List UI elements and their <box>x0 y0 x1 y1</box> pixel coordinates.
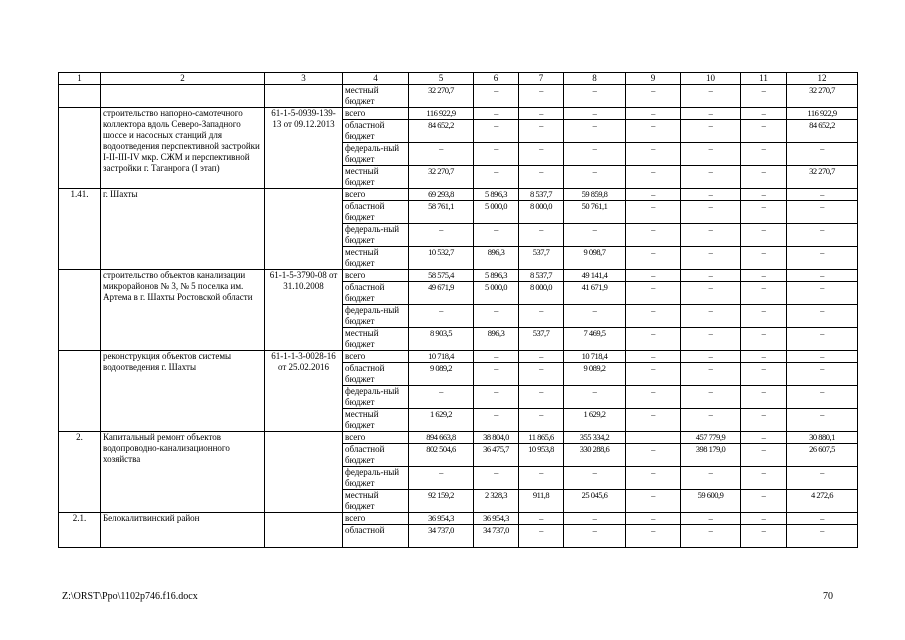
amount-cell: – <box>787 467 858 490</box>
amount-cell: – <box>787 189 858 201</box>
amount-cell: 34 737,0 <box>474 525 519 548</box>
amount-cell: – <box>626 120 681 143</box>
item-name-cell: г. Шахты <box>101 189 265 270</box>
amount-cell: – <box>626 490 681 513</box>
amount-cell: – <box>626 85 681 108</box>
amount-cell: 5 896,3 <box>474 189 519 201</box>
amount-cell: – <box>681 282 741 305</box>
row-number-cell <box>59 108 101 189</box>
amount-cell: – <box>519 224 564 247</box>
amount-cell: – <box>787 351 858 363</box>
header-cell: 6 <box>474 73 519 85</box>
amount-cell: – <box>741 386 787 409</box>
amount-cell: – <box>626 409 681 432</box>
funding-source-cell: федераль-ный бюджет <box>343 224 409 247</box>
funding-source-cell: местный бюджет <box>343 85 409 108</box>
header-cell: 4 <box>343 73 409 85</box>
item-name-cell: реконструкция объектов системы водоотведения г. Шахты <box>101 351 265 432</box>
amount-cell: 116 922,9 <box>409 108 474 120</box>
header-cell: 12 <box>787 73 858 85</box>
row-number-cell: 2.1. <box>59 513 101 548</box>
amount-cell: – <box>741 432 787 444</box>
amount-cell: – <box>787 409 858 432</box>
table-row <box>59 85 858 108</box>
amount-cell: – <box>626 467 681 490</box>
funding-source-cell: всего <box>343 189 409 201</box>
amount-cell: – <box>741 120 787 143</box>
funding-source-cell: всего <box>343 351 409 363</box>
amount-cell: – <box>681 386 741 409</box>
amount-cell: – <box>519 351 564 363</box>
amount-cell: – <box>474 351 519 363</box>
amount-cell: – <box>787 305 858 328</box>
amount-cell: 5 000,0 <box>474 201 519 224</box>
amount-cell: – <box>409 386 474 409</box>
amount-cell: 8 000,0 <box>519 201 564 224</box>
funding-source-cell: местный бюджет <box>343 490 409 513</box>
amount-cell: – <box>474 108 519 120</box>
amount-cell: – <box>474 467 519 490</box>
amount-cell: – <box>519 409 564 432</box>
funding-source-cell: местный бюджет <box>343 247 409 270</box>
amount-cell: – <box>519 305 564 328</box>
amount-cell: – <box>626 189 681 201</box>
table-row <box>59 432 858 444</box>
amount-cell: 26 607,5 <box>787 444 858 467</box>
amount-cell: – <box>741 143 787 166</box>
amount-cell: – <box>564 166 626 189</box>
amount-cell: 50 761,1 <box>564 201 626 224</box>
header-cell: 7 <box>519 73 564 85</box>
document-ref-cell <box>265 513 343 548</box>
amount-cell: – <box>626 224 681 247</box>
funding-source-cell: всего <box>343 270 409 282</box>
amount-cell: 9 098,7 <box>564 247 626 270</box>
amount-cell: – <box>626 328 681 351</box>
amount-cell: – <box>681 85 741 108</box>
amount-cell: 802 504,6 <box>409 444 474 467</box>
funding-source-cell: местный бюджет <box>343 166 409 189</box>
amount-cell: – <box>741 282 787 305</box>
document-ref-cell: 61-1-1-3-0028-16 от 25.02.2016 <box>265 351 343 432</box>
amount-cell: – <box>681 120 741 143</box>
amount-cell: 30 880,1 <box>787 432 858 444</box>
item-name-cell: строительство объектов канализации микрорайонов № 3, № 5 поселка им. Артема в г. Шахты Ростовской области <box>101 270 265 351</box>
amount-cell: – <box>681 467 741 490</box>
amount-cell: – <box>519 143 564 166</box>
amount-cell: – <box>626 525 681 548</box>
amount-cell: – <box>564 85 626 108</box>
amount-cell: – <box>787 224 858 247</box>
amount-cell: 9 089,2 <box>409 363 474 386</box>
amount-cell: – <box>519 386 564 409</box>
funding-source-cell: областной бюджет <box>343 120 409 143</box>
amount-cell: 36 475,7 <box>474 444 519 467</box>
amount-cell: 5 896,3 <box>474 270 519 282</box>
amount-cell: 25 045,6 <box>564 490 626 513</box>
amount-cell: 11 865,6 <box>519 432 564 444</box>
amount-cell: – <box>741 363 787 386</box>
amount-cell: – <box>741 201 787 224</box>
funding-source-cell: областной бюджет <box>343 201 409 224</box>
amount-cell: – <box>474 166 519 189</box>
amount-cell: – <box>474 386 519 409</box>
amount-cell: 49 671,9 <box>409 282 474 305</box>
amount-cell: – <box>681 328 741 351</box>
amount-cell: – <box>564 513 626 525</box>
amount-cell: – <box>681 409 741 432</box>
amount-cell: 398 179,0 <box>681 444 741 467</box>
amount-cell: 36 954,3 <box>409 513 474 525</box>
amount-cell: – <box>741 467 787 490</box>
amount-cell: – <box>626 247 681 270</box>
amount-cell: – <box>741 351 787 363</box>
row-number-cell <box>59 351 101 432</box>
amount-cell: 1 629,2 <box>564 409 626 432</box>
amount-cell: – <box>741 513 787 525</box>
amount-cell: – <box>741 166 787 189</box>
amount-cell: 894 663,8 <box>409 432 474 444</box>
amount-cell: – <box>626 513 681 525</box>
funding-source-cell: областной <box>343 525 409 548</box>
amount-cell: – <box>741 247 787 270</box>
amount-cell: 10 718,4 <box>564 351 626 363</box>
amount-cell: 58 575,4 <box>409 270 474 282</box>
amount-cell: 69 293,8 <box>409 189 474 201</box>
amount-cell: – <box>741 490 787 513</box>
amount-cell: 8 537,7 <box>519 189 564 201</box>
funding-source-cell: всего <box>343 513 409 525</box>
amount-cell: – <box>626 143 681 166</box>
amount-cell: – <box>681 305 741 328</box>
amount-cell: 34 737,0 <box>409 525 474 548</box>
funding-source-cell: областной бюджет <box>343 444 409 467</box>
amount-cell: – <box>681 525 741 548</box>
amount-cell: 8 903,5 <box>409 328 474 351</box>
amount-cell: 84 652,2 <box>409 120 474 143</box>
amount-cell: – <box>741 270 787 282</box>
amount-cell: 10 718,4 <box>409 351 474 363</box>
amount-cell: 5 000,0 <box>474 282 519 305</box>
amount-cell: 7 469,5 <box>564 328 626 351</box>
amount-cell: – <box>564 143 626 166</box>
amount-cell: – <box>741 444 787 467</box>
amount-cell: 4 272,6 <box>787 490 858 513</box>
amount-cell: – <box>626 363 681 386</box>
amount-cell: – <box>409 143 474 166</box>
amount-cell: – <box>681 351 741 363</box>
amount-cell: – <box>681 166 741 189</box>
amount-cell: – <box>787 386 858 409</box>
amount-cell: 911,8 <box>519 490 564 513</box>
item-name-cell: Белокалитвинский район <box>101 513 265 548</box>
document-ref-cell <box>265 432 343 513</box>
amount-cell: 41 671,9 <box>564 282 626 305</box>
table-row <box>59 189 858 201</box>
funding-source-cell: федераль-ный бюджет <box>343 386 409 409</box>
amount-cell: – <box>409 224 474 247</box>
funding-source-cell: федераль-ный бюджет <box>343 467 409 490</box>
amount-cell: 10 953,8 <box>519 444 564 467</box>
amount-cell: 330 288,6 <box>564 444 626 467</box>
amount-cell: – <box>564 525 626 548</box>
amount-cell: – <box>681 224 741 247</box>
amount-cell: – <box>741 525 787 548</box>
amount-cell: 59 600,9 <box>681 490 741 513</box>
amount-cell: 59 859,8 <box>564 189 626 201</box>
amount-cell: – <box>474 305 519 328</box>
amount-cell: – <box>787 363 858 386</box>
header-cell: 11 <box>741 73 787 85</box>
amount-cell: – <box>409 305 474 328</box>
funding-source-cell: местный бюджет <box>343 328 409 351</box>
amount-cell: – <box>741 108 787 120</box>
amount-cell: – <box>626 351 681 363</box>
amount-cell: – <box>787 328 858 351</box>
amount-cell: – <box>564 467 626 490</box>
amount-cell: – <box>681 363 741 386</box>
amount-cell: – <box>626 201 681 224</box>
funding-source-cell: местный бюджет <box>343 409 409 432</box>
amount-cell: – <box>564 224 626 247</box>
header-cell: 10 <box>681 73 741 85</box>
amount-cell: – <box>787 201 858 224</box>
amount-cell: 2 328,3 <box>474 490 519 513</box>
amount-cell: 9 089,2 <box>564 363 626 386</box>
amount-cell: – <box>681 270 741 282</box>
table-row <box>59 351 858 363</box>
amount-cell: – <box>741 409 787 432</box>
header-cell: 2 <box>101 73 265 85</box>
amount-cell: – <box>681 189 741 201</box>
funding-source-cell: всего <box>343 432 409 444</box>
amount-cell: – <box>564 120 626 143</box>
amount-cell: 355 334,2 <box>564 432 626 444</box>
amount-cell: – <box>519 513 564 525</box>
header-row <box>59 73 858 85</box>
amount-cell: – <box>519 120 564 143</box>
item-name-cell: строительство напорно-самотечного коллектора вдоль Северо-Западного шоссе и насосных станций для водоотведения перспективной застройки I-II-III-IV мкр. СЖМ и перспективной застройки г. Таганрога (I этап) <box>101 108 265 189</box>
amount-cell: 49 141,4 <box>564 270 626 282</box>
amount-cell: 36 954,3 <box>474 513 519 525</box>
amount-cell: – <box>787 525 858 548</box>
funding-source-cell: всего <box>343 108 409 120</box>
amount-cell: – <box>681 143 741 166</box>
amount-cell: – <box>626 282 681 305</box>
amount-cell: – <box>626 166 681 189</box>
header-cell: 5 <box>409 73 474 85</box>
funding-source-cell: федераль-ный бюджет <box>343 143 409 166</box>
amount-cell: 58 761,1 <box>409 201 474 224</box>
amount-cell: 537,7 <box>519 247 564 270</box>
document-ref-cell: 61-1-5-0939-139-13 от 09.12.2013 <box>265 108 343 189</box>
amount-cell: – <box>519 363 564 386</box>
amount-cell: 84 652,2 <box>787 120 858 143</box>
budget-table <box>58 72 858 548</box>
header-cell: 8 <box>564 73 626 85</box>
amount-cell: 537,7 <box>519 328 564 351</box>
amount-cell: 38 804,0 <box>474 432 519 444</box>
footer-file-path: Z:\ORST\Ppo\1102p746.f16.docx <box>62 591 198 602</box>
row-number-cell <box>59 85 101 108</box>
amount-cell: 8 000,0 <box>519 282 564 305</box>
amount-cell: – <box>626 108 681 120</box>
amount-cell: – <box>787 282 858 305</box>
item-name-cell <box>101 85 265 108</box>
amount-cell: – <box>626 305 681 328</box>
amount-cell: – <box>626 386 681 409</box>
amount-cell: 896,3 <box>474 328 519 351</box>
amount-cell: 116 922,9 <box>787 108 858 120</box>
amount-cell: 32 270,7 <box>787 85 858 108</box>
amount-cell: 896,3 <box>474 247 519 270</box>
amount-cell: 10 532,7 <box>409 247 474 270</box>
table-row <box>59 108 858 120</box>
amount-cell: – <box>741 189 787 201</box>
document-ref-cell <box>265 189 343 270</box>
amount-cell: 32 270,7 <box>409 166 474 189</box>
document-ref-cell: 61-1-5-3790-08 от 31.10.2008 <box>265 270 343 351</box>
funding-source-cell: областной бюджет <box>343 363 409 386</box>
item-name-cell: Капитальный ремонт объектов водопроводно-канализационного хозяйства <box>101 432 265 513</box>
amount-cell: – <box>787 513 858 525</box>
amount-cell: – <box>474 85 519 108</box>
table-body <box>59 73 858 548</box>
amount-cell: 32 270,7 <box>787 166 858 189</box>
amount-cell: – <box>626 444 681 467</box>
amount-cell: – <box>564 305 626 328</box>
amount-cell: – <box>474 363 519 386</box>
amount-cell: – <box>787 270 858 282</box>
funding-source-cell: федераль-ный бюджет <box>343 305 409 328</box>
amount-cell: – <box>474 143 519 166</box>
amount-cell: – <box>626 270 681 282</box>
amount-cell: – <box>787 247 858 270</box>
page-number: 70 <box>823 591 833 602</box>
amount-cell: – <box>741 328 787 351</box>
amount-cell: – <box>787 143 858 166</box>
amount-cell: – <box>474 224 519 247</box>
table-row <box>59 513 858 525</box>
amount-cell: – <box>681 108 741 120</box>
document-ref-cell <box>265 85 343 108</box>
row-number-cell: 2. <box>59 432 101 513</box>
amount-cell: – <box>519 108 564 120</box>
amount-cell: – <box>741 224 787 247</box>
amount-cell: 8 537,7 <box>519 270 564 282</box>
row-number-cell <box>59 270 101 351</box>
amount-cell: – <box>474 120 519 143</box>
amount-cell: – <box>519 166 564 189</box>
amount-cell: – <box>681 247 741 270</box>
amount-cell: – <box>681 201 741 224</box>
amount-cell: – <box>519 525 564 548</box>
header-cell: 9 <box>626 73 681 85</box>
funding-source-cell: областной бюджет <box>343 282 409 305</box>
amount-cell: – <box>741 305 787 328</box>
amount-cell: 32 270,7 <box>409 85 474 108</box>
amount-cell: 457 779,9 <box>681 432 741 444</box>
header-cell: 1 <box>59 73 101 85</box>
amount-cell: – <box>741 85 787 108</box>
header-cell: 3 <box>265 73 343 85</box>
amount-cell: – <box>564 386 626 409</box>
amount-cell <box>626 432 681 444</box>
amount-cell: – <box>519 85 564 108</box>
amount-cell: – <box>564 108 626 120</box>
amount-cell: 1 629,2 <box>409 409 474 432</box>
amount-cell: – <box>519 467 564 490</box>
amount-cell: – <box>409 467 474 490</box>
amount-cell: – <box>474 409 519 432</box>
row-number-cell: 1.41. <box>59 189 101 270</box>
amount-cell: – <box>681 513 741 525</box>
table-row <box>59 270 858 282</box>
amount-cell: 92 159,2 <box>409 490 474 513</box>
